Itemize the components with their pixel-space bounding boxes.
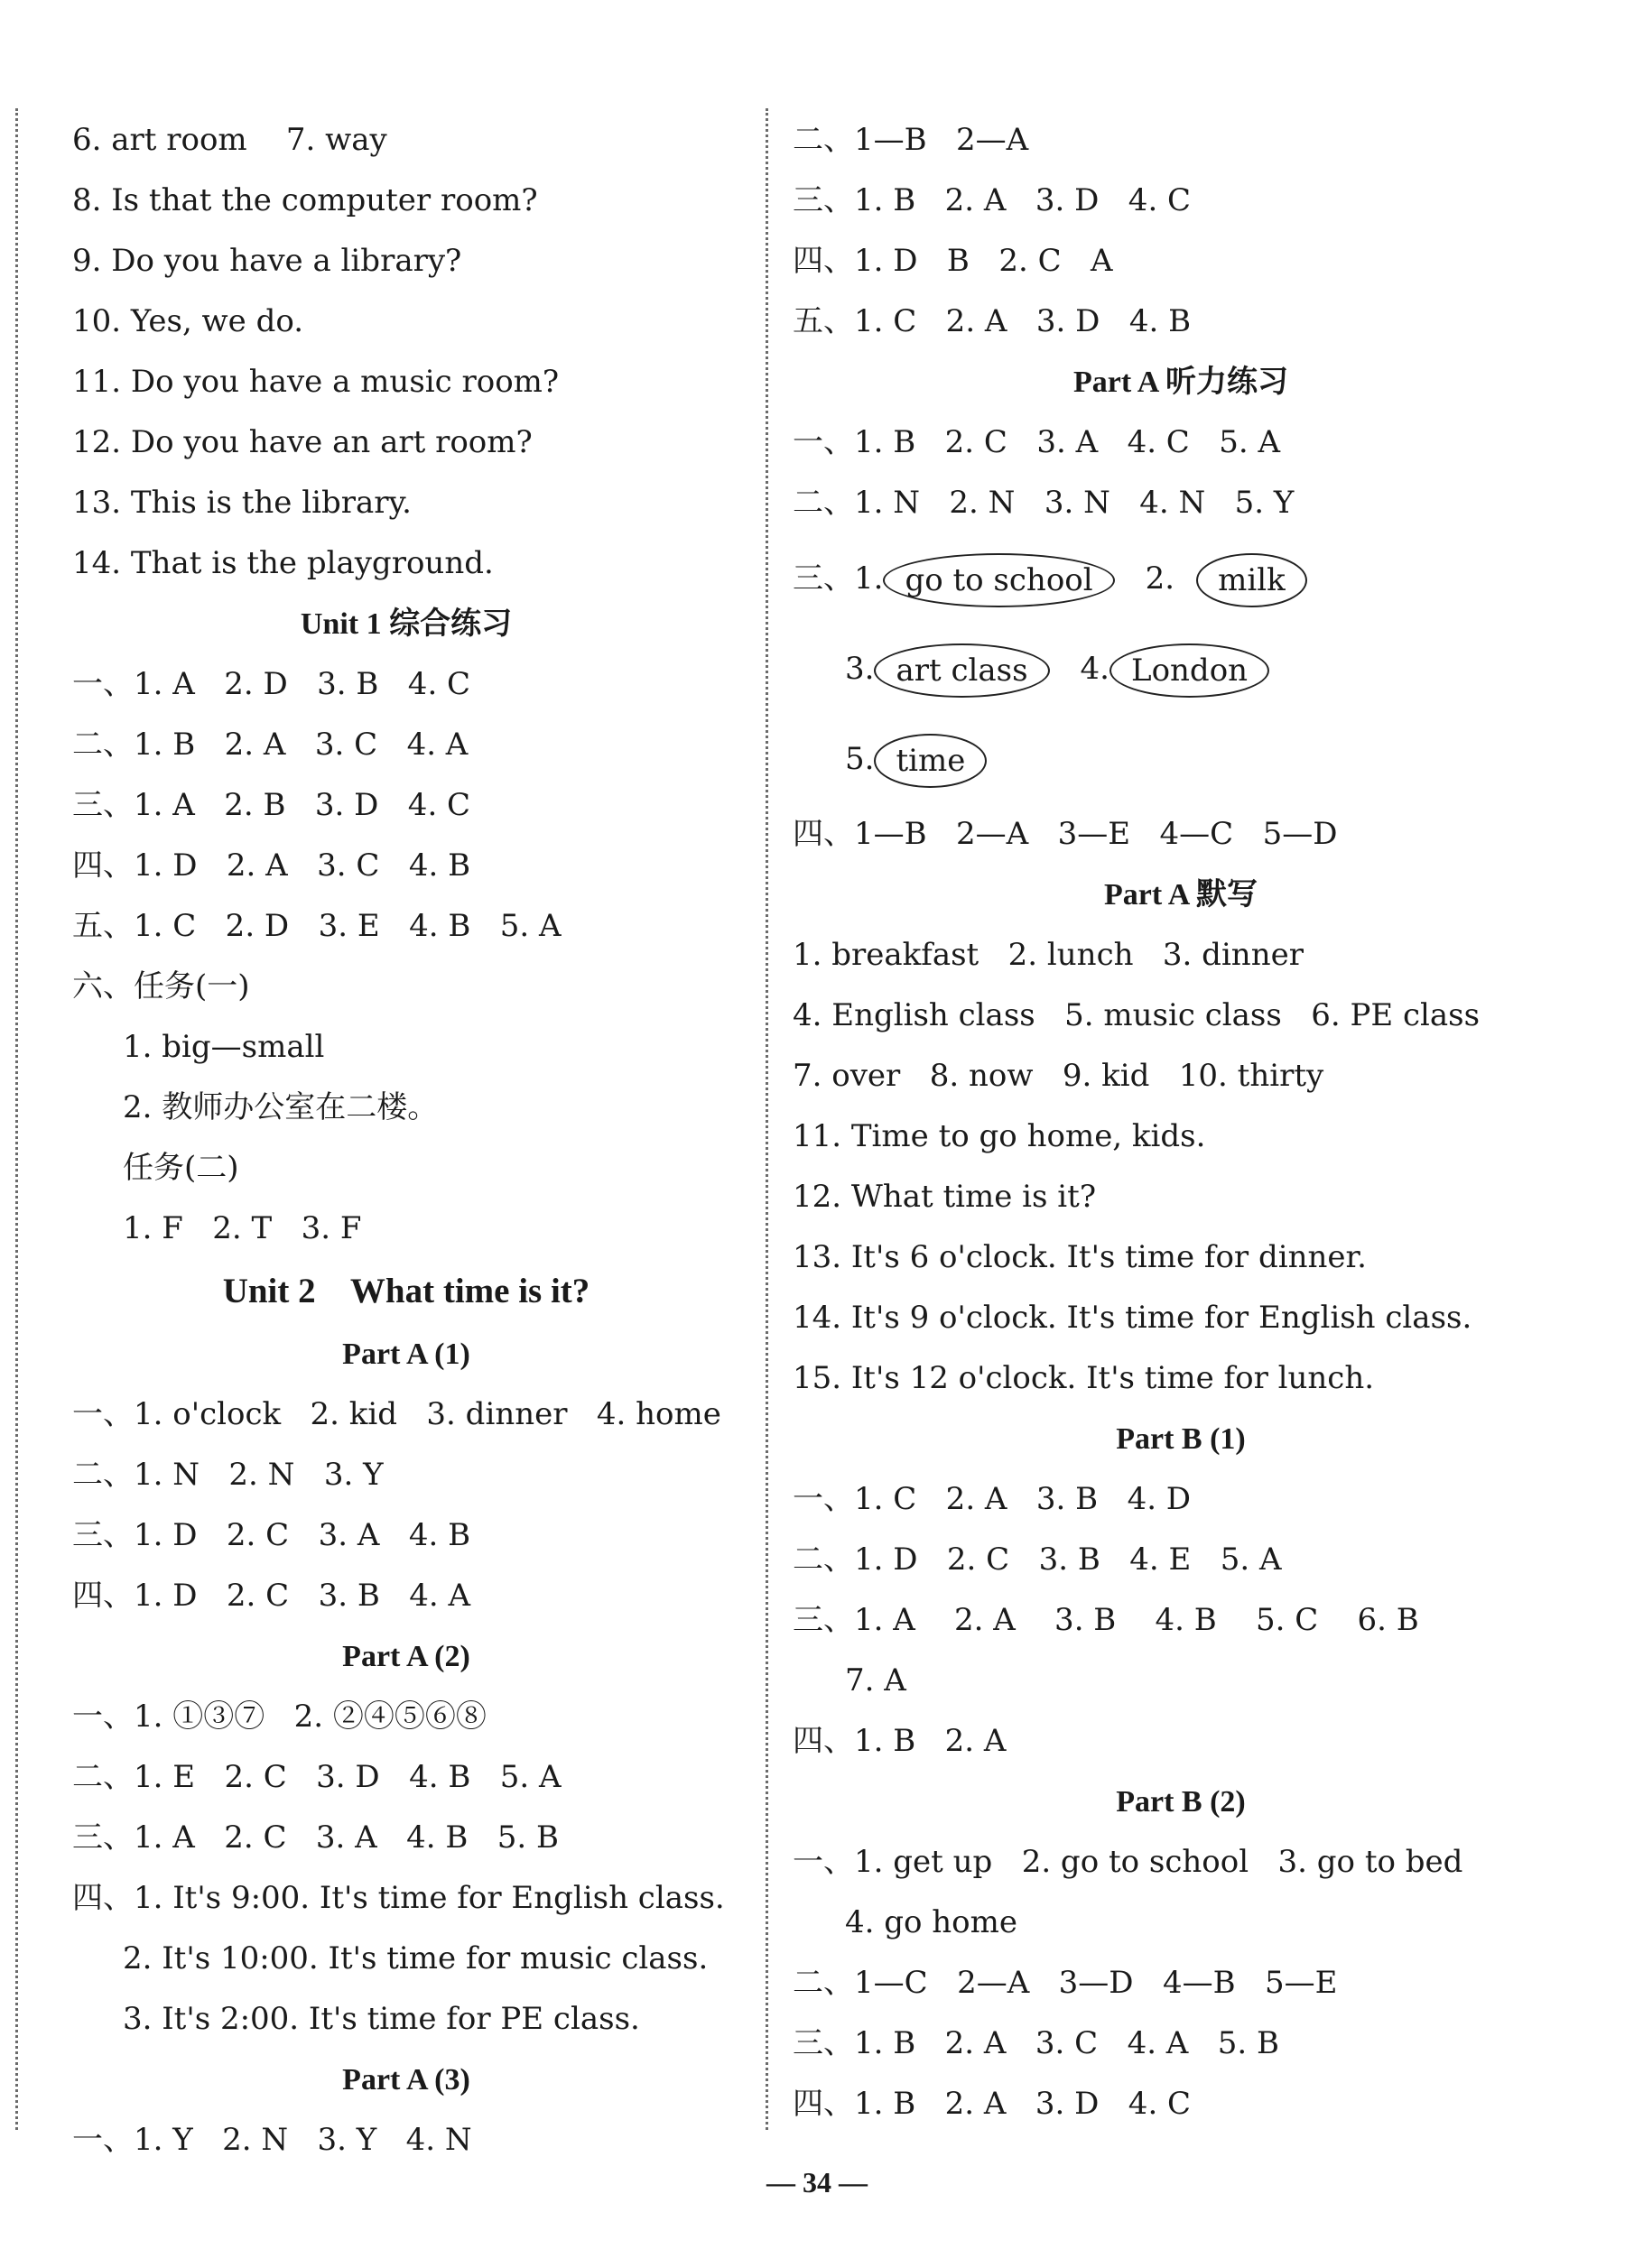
answer-line: 9. Do you have a library? <box>72 243 462 279</box>
answer-line: 二、1—C 2—A 3—D 4—B 5—E <box>793 1965 1338 2001</box>
answer-line: 14. It's 9 o'clock. It's time for English class. <box>793 1300 1472 1336</box>
unit-title: Unit 2 What time is it? <box>222 1272 590 1310</box>
answer-line: 五、1. C 2. D 3. E 4. B 5. A <box>72 908 562 944</box>
answer-line: 四、1. D 2. C 3. B 4. A <box>72 1578 471 1614</box>
task-label: 任务(二) <box>123 1150 239 1186</box>
answer-line: 一、1. o'clock 2. kid 3. dinner 4. home <box>72 1396 721 1432</box>
answer-line: 11. Do you have a music room? <box>72 364 560 400</box>
circled-answer: go to school <box>883 553 1114 607</box>
answer-line: 12. What time is it? <box>793 1179 1097 1215</box>
section-heading-dictation: Part A 默写 <box>1104 878 1258 912</box>
section-heading-part-b1: Part B (1) <box>1116 1422 1246 1456</box>
answer-line: 1. F 2. T 3. F <box>123 1210 362 1246</box>
column-divider-dotted-rule <box>766 108 768 2130</box>
answer-line: 三、1. A 2. A 3. B 4. B 5. C 6. B <box>793 1602 1419 1638</box>
answer-line: 一、1. B 2. C 3. A 4. C 5. A <box>793 424 1281 460</box>
answer-line: 一、1. Y 2. N 3. Y 4. N <box>72 2122 472 2158</box>
left-margin-dotted-rule <box>15 108 18 2130</box>
answer-line: 13. It's 6 o'clock. It's time for dinner. <box>793 1239 1367 1275</box>
answer-line: 二、1—B 2—A <box>793 122 1029 158</box>
item-number: 3. <box>845 651 875 687</box>
answer-line: 三、1. A 2. B 3. D 4. C <box>72 787 471 823</box>
answer-line: 四、1. B 2. A <box>793 1723 1007 1759</box>
section-heading-part-a1: Part A (1) <box>342 1338 470 1371</box>
answer-line: 二、1. N 2. N 3. N 4. N 5. Y <box>793 485 1295 521</box>
answer-line: 三、1. B 2. A 3. C 4. A 5. B <box>793 2025 1280 2061</box>
left-column <box>72 110 740 2171</box>
answer-line: 11. Time to go home, kids. <box>793 1118 1206 1154</box>
answer-line: 三、1. D 2. C 3. A 4. B <box>72 1517 471 1553</box>
answer-line: 13. This is the library. <box>72 485 412 521</box>
answer-line: 7. A <box>845 1662 906 1699</box>
section-heading-part-a3: Part A (3) <box>342 2063 470 2097</box>
section-heading-part-b2: Part B (2) <box>1116 1785 1246 1819</box>
circled-answer: milk <box>1196 553 1307 607</box>
answer-line: 二、1. N 2. N 3. Y <box>72 1457 384 1493</box>
answer-line: 1. big—small <box>123 1029 325 1065</box>
section-heading-part-a2: Part A (2) <box>342 1640 470 1673</box>
answer-line: 1. breakfast 2. lunch 3. dinner <box>793 937 1304 973</box>
answer-line: 四、1—B 2—A 3—E 4—C 5—D <box>793 816 1338 852</box>
answer-line: 二、1. B 2. A 3. C 4. A <box>72 727 469 763</box>
circled-answer: art class <box>874 643 1049 698</box>
circled-answer: London <box>1109 643 1269 698</box>
item-number: 4. <box>1080 651 1109 687</box>
answer-line: 一、1. A 2. D 3. B 4. C <box>72 666 471 702</box>
item-number: 5. <box>845 741 875 777</box>
answer-line: 四、1. D B 2. C A <box>793 243 1113 279</box>
section-heading-listening: Part A 听力练习 <box>1073 366 1288 399</box>
section-heading-unit1-review: Unit 1 综合练习 <box>300 607 513 641</box>
answer-line: 2. It's 10:00. It's time for music class. <box>123 1940 709 1976</box>
answer-line: 四、1. B 2. A 3. D 4. C <box>793 2086 1192 2122</box>
answer-line: 一、1. ①③⑦ 2. ②④⑤⑥⑧ <box>72 1699 487 1735</box>
answer-line: 四、1. D 2. A 3. C 4. B <box>72 847 471 884</box>
answer-line: 一、1. get up 2. go to school 3. go to bed <box>793 1844 1463 1880</box>
answer-line: 8. Is that the computer room? <box>72 182 538 218</box>
answer-line: 三、1. A 2. C 3. A 4. B 5. B <box>72 1819 560 1856</box>
right-column <box>793 110 1569 2134</box>
circled-prefix: 三、 <box>793 560 854 597</box>
answer-line: 六、任务(一) <box>72 968 250 1004</box>
item-number: 1. <box>854 560 884 597</box>
answer-line: 三、1. B 2. A 3. D 4. C <box>793 182 1192 218</box>
answer-line: 4. go home <box>845 1904 1018 1940</box>
answer-line: 15. It's 12 o'clock. It's time for lunch. <box>793 1360 1375 1396</box>
answer-line: 12. Do you have an art room? <box>72 424 533 460</box>
answer-line: 10. Yes, we do. <box>72 303 304 339</box>
page-number: — 34 — <box>766 2166 868 2199</box>
answer-line: 五、1. C 2. A 3. D 4. B <box>793 303 1192 339</box>
answer-line: 6. art room 7. way <box>72 122 387 158</box>
circled-answers-row <box>793 533 1569 624</box>
answer-line: 二、1. E 2. C 3. D 4. B 5. A <box>72 1759 562 1795</box>
item-number: 2. <box>1145 560 1175 597</box>
answer-line: 14. That is the playground. <box>72 545 494 581</box>
answer-line: 2. 教师办公室在二楼。 <box>123 1089 439 1125</box>
circled-answer: time <box>874 734 987 788</box>
circled-answers-row <box>793 714 1569 804</box>
answer-line: 二、1. D 2. C 3. B 4. E 5. A <box>793 1541 1282 1578</box>
answer-line: 一、1. C 2. A 3. B 4. D <box>793 1481 1192 1517</box>
answer-line: 四、1. It's 9:00. It's time for English class. <box>72 1880 725 1916</box>
answer-line: 3. It's 2:00. It's time for PE class. <box>123 2001 640 2037</box>
answer-line: 4. English class 5. music class 6. PE class <box>793 997 1481 1033</box>
circled-answers-row <box>793 624 1569 714</box>
answer-line: 7. over 8. now 9. kid 10. thirty <box>793 1058 1324 1094</box>
